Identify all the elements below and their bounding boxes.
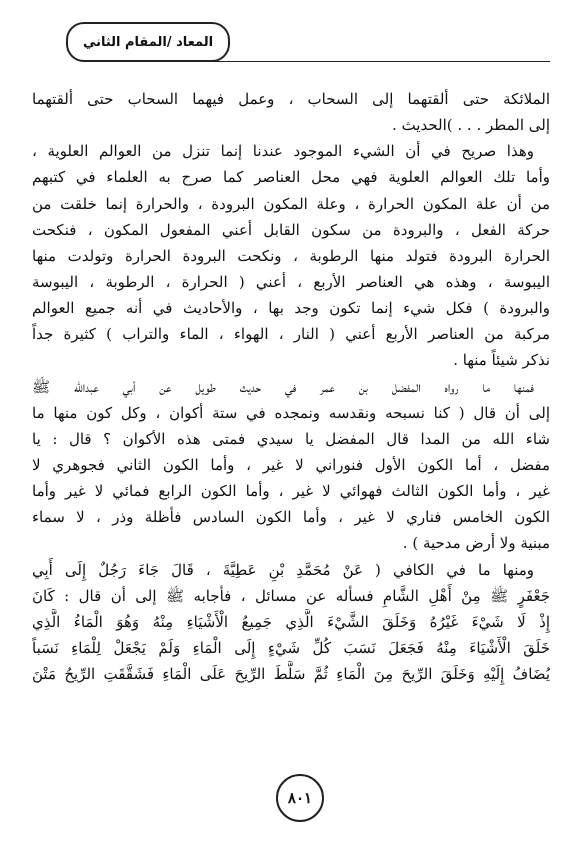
text-line: خَلَقَ الْأَشْيَاءَ مِنْهُ فَجَعَلَ نَسَبَ كُلِّ شَيْءٍ إِلَى الْمَاءِ وَلَمْ يَجْعَلْ لِلْمَاءِ نَسَباً [32, 638, 550, 657]
text-line: يُضَافُ إِلَيْهِ وَخَلَقَ الرِّيحَ مِنَ الْمَاءِ ثُمَّ سَلَّطَ الرِّيحَ عَلَى الْمَاءِ فَشَقَّقَتِ الرِّيحُ مَتْنَ [32, 665, 550, 684]
text-line: شاء الله من المدا قال المفضل يا سيدي فمتى هذه الأكوان ؟ قال : يا [32, 429, 550, 448]
text-line: الملائكة حتى ألقتهما إلى السحاب ، وعمل فيهما السحاب حتى ألقتهما [32, 90, 550, 108]
page-number [276, 774, 324, 822]
text-line: اليبوسة ، وهذه هي العناصر الأربع ، أعني ( الحرارة ، الرطوبة ، اليبوسة [32, 272, 550, 291]
text-line: إلى المطر . . . )الحديث . [392, 116, 550, 135]
text-line: الكون الخامس فناري لا غير ، وأما الكون السادس فأظلة وذر ، لا سماء [32, 508, 550, 527]
text-line: وهذا صريح في أن الشيء الموجود عندنا إنما تنزل من العوالم العلوية ، [32, 142, 534, 161]
text-line: من أن علة المكون الحرارة ، وعلة المكون البرودة ، والحرارة إنما خلقت من [32, 194, 550, 213]
text-line: إلى أن قال ( كنا نسبحه ونقدسه ونمجده في ستة أكوان ، وكل كون منها ما [32, 403, 550, 422]
text-line: الحرارة البرودة فتولد منها الرطوبة ، ونكحت البرودة الحرارة وتولدت منها [32, 246, 550, 265]
text-line: مبنية ولا أرض مدحية ) . [402, 534, 550, 553]
text-line: حركة الفعل ، والبرودة من سكون القابل أعني المفعول المكون ، فنكحت [32, 220, 550, 239]
text-line: والبرودة ) فكل شيء إنما تكون وجد بها ، والأحاديث في أنه جميع العوالم [32, 299, 550, 318]
text-line: مركبة من العناصر الأربع أعني ( النار ، الهواء ، الماء والتراب ) كثيرة جداً [32, 325, 550, 344]
text-line: ومنها ما في الكافي ( عَنْ مُحَمَّدِ بْنِ عَطِيَّةَ ، قَالَ جَاءَ رَجُلٌ إِلَى أَبِي [32, 560, 534, 579]
text-line: وأما تلك العوالم العلوية فهي محل العناصر كما صرح به العلماء في كتبهم [32, 168, 550, 187]
page-body [32, 86, 550, 687]
text-line: مفضل ، أما الكون الأول فنوراني لا غير ، وأما الكون الثاني فجوهري لا [32, 455, 550, 474]
page-number-text: ٨٠١ [287, 789, 313, 807]
header-rule [98, 61, 550, 62]
text-line: فمنها ما رواه المفضل بن عمر في حديث طويل عن أبي عبدالله ﷺ [32, 377, 534, 396]
text-line: جَعْفَرٍ ﷺ مِنْ أَهْلِ الشَّامِ فسأله عن مسائل ، فأجابه ﷺ إلى أن قال : كَانَ [32, 586, 550, 605]
running-title [66, 22, 230, 62]
text-line: غير ، وأما الكون الثالث فهوائي لا غير ، وأما الكون الرابع فمائي لا غير وأما [32, 482, 550, 501]
text-line: إِذْ لَا شَيْءَ غَيْرُهُ وَخَلَقَ الشَّيْءَ الَّذِي جَمِيعُ الْأَشْيَاءِ مِنْهُ وَهُوَ الْمَاءُ الَّذِي [32, 612, 550, 631]
text-line: نذكر شيئاً منها . [453, 351, 550, 370]
running-title-text: المعاد /المقام الثاني [82, 34, 214, 50]
